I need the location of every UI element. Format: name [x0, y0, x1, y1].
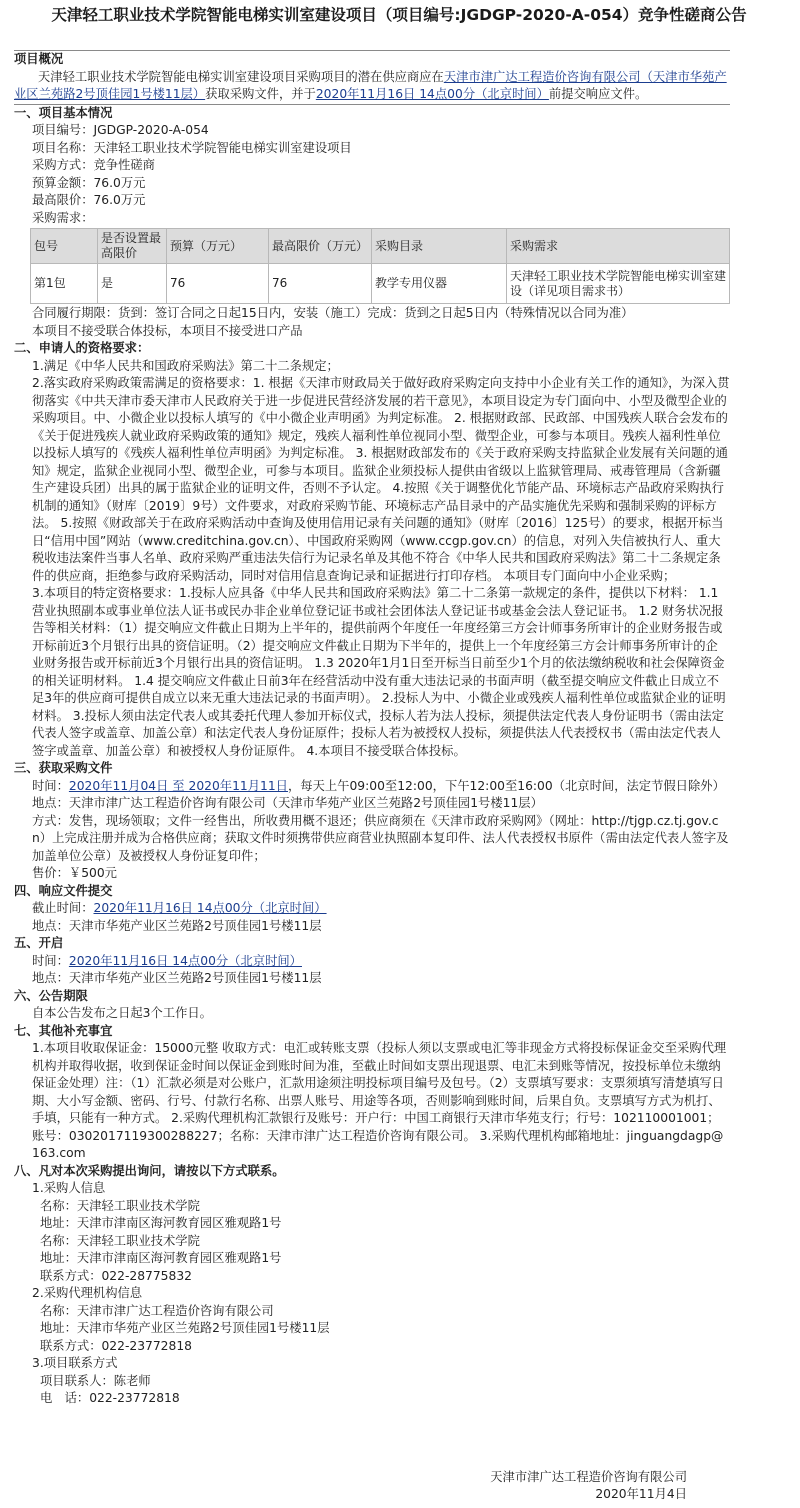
- obtain-time: [14, 778, 730, 796]
- buyer-line: 地址：天津市津南区海河教育园区雅观路1号: [40, 1216, 282, 1230]
- signature-date: 2020年11月4日: [595, 1487, 687, 1501]
- buyer-line: 联系方式：022-28775832: [40, 1268, 192, 1283]
- table-header-cell: 包号: [31, 229, 98, 264]
- signature-org: 天津市津广达工程造价咨询有限公司: [490, 1470, 687, 1484]
- buyer-line: 名称：天津轻工职业技术学院: [40, 1198, 200, 1213]
- table-header-cell: 是否设置最高限价: [98, 229, 167, 264]
- section-submission: [14, 883, 730, 936]
- submission-deadline-value: 2020年11月16日 14点00分（北京时间）: [93, 901, 327, 915]
- overview-place: 天津市津广达工程造价咨询有限公司（天津市华苑产业区兰苑路2号顶佳园1号楼11层）: [14, 69, 727, 101]
- section-6-heading: 六、公告期限: [14, 988, 88, 1003]
- section-7-heading: 七、其他补充事宜: [14, 1023, 113, 1038]
- section-1-heading: 一、项目基本情况: [14, 105, 113, 120]
- table-row: [31, 264, 730, 304]
- section-5-heading: 五、开启: [14, 936, 64, 950]
- opening-place: 地点：天津市华苑产业区兰苑路2号顶佳园1号楼11层: [32, 971, 322, 985]
- overview-text-pre: 天津轻工职业技术学院智能电梯实训室建设项目采购项目的潜在供应商应在: [38, 69, 444, 84]
- page-title: 天津轻工职业技术学院智能电梯实训室建设项目（项目编号:JGDGP-2020-A-054）竞争性磋商公告: [51, 6, 747, 24]
- section-qualification: [14, 340, 730, 760]
- agent-heading: 2.采购代理机构信息: [32, 1286, 143, 1300]
- section-4-heading: 四、响应文件提交: [14, 883, 113, 898]
- overview-text-mid: 获取采购文件，并于: [205, 87, 316, 101]
- announcement-body: [14, 50, 730, 1408]
- table-cell: 第1包: [31, 264, 98, 304]
- overview-text-post: 前提交响应文件。: [548, 87, 648, 101]
- agent-line: 联系方式：022-23772818: [40, 1338, 192, 1353]
- table-cell: 是: [98, 264, 167, 304]
- table-header-cell: 最高限价（万元）: [269, 229, 372, 264]
- signature-block: [490, 1469, 687, 1503]
- basic-info-line: 项目编号：JGDGP-2020-A-054: [32, 123, 209, 137]
- submission-deadline: [14, 900, 730, 918]
- project-overview: [14, 50, 730, 105]
- section-opening: [14, 935, 730, 988]
- overview-heading: 项目概况: [14, 52, 64, 66]
- other-matters-text: 1.本项目收取保证金：15000元整 收取方式：电汇或转账支票（投标人须以支票或电汇等非现金方式将投标保证金交至采购代理机构并取得收据，收到保证金时间以保证金到账时间为准，至截止时间如支票出现退票、电汇未到账等情况，按投标单位未缴纳保证金处理）注：（1）汇款必须是对公账户，汇款用途须注明投标项目编号及包号。（2）支票填写要求：支票须填写清楚填写日期、大小写金额、密码、行号、付款行名称、出票人账号、用途等各项，否则影响到账时间，后果自负。支票填写方式为机打、手填，只能有一种方式。 2.采购代理机构汇款银行及账号：开户行：中国工商银行天津市华苑支行；行号：102110001001；账号：0302017119300288227；名称：天津市津广达工程造价咨询有限公司。 3.采购代理机构邮箱地址：jinguangdagp@163.com: [32, 1041, 727, 1160]
- table-header-cell: 采购目录: [372, 229, 507, 264]
- table-header-cell: 预算（万元）: [167, 229, 269, 264]
- table-cell: 天津轻工职业技术学院智能电梯实训室建设（详见项目需求书）: [507, 264, 730, 304]
- section-contacts: [14, 1163, 730, 1408]
- obtain-place: 地点：天津市津广达工程造价咨询有限公司（天津市华苑产业区兰苑路2号顶佳园1号楼11层）: [32, 796, 543, 810]
- submission-deadline-label: 截止时间：: [32, 901, 94, 915]
- table-header-row: [31, 229, 730, 264]
- table-cell: 教学专用仪器: [372, 264, 507, 304]
- overview-text: [14, 69, 730, 104]
- qualification-p3: 3.本项目的特定资格要求：1.投标人应具备《中华人民共和国政府采购法》第二十二条第一款规定的条件，提供以下材料： 1.1营业执照副本或事业单位法人证书或民办非企业单位登记证书或社会团体法人登记证书或基金会法人登记证书。 1.2 财务状况报告等相关材料：（1）提交响应文件截止日期为上半年的，提供前两个年度任一年度经第三方会计师事务所审计的企业财务报告或开标前近3个月银行出具的资信证明。（2）提交响应文件截止日期为下半年的，提供上一个年度经第三方会计师事务所审计的企业财务报告或开标前近3个月银行出具的资信证明。 1.3 2020年1月1日至开标当日前至少1个月的依法缴纳税收和社会保障资金的相关证明材料。 1.4 提交响应文件截止日前3年在经营活动中没有重大违法记录的书面声明（截至提交响应文件截止日成立不足3年的供应商可提供自成立以来无重大违法记录的书面声明）。 2.投标人为中、小微企业或残疾人福利性单位或监狱企业的证明材料。 3.投标人须由法定代表人或其委托代理人参加开标仪式，投标人若为法人投标，须提供法定代表人身份证明书（需由法定代表人签字或盖章、加盖公章）和法定代表人身份证原件；投标人若为被授权人投标，须提供法人代表授权书（需由法定代表人签字或盖章、加盖公章）和被授权人身份证原件。 4.本项目不接受联合体投标。: [32, 586, 726, 758]
- table-header-cell: 采购需求: [507, 229, 730, 264]
- contact-line: 项目联系人：陈老师: [40, 1373, 151, 1388]
- obtain-time-range: 2020年11月04日 至 2020年11月11日: [68, 778, 288, 793]
- buyer-line: 地址：天津市津南区海河教育园区雅观路1号: [40, 1251, 282, 1265]
- section-notice-period: [14, 988, 730, 1023]
- basic-info-line: 最高限价：76.0万元: [32, 193, 146, 207]
- section-obtain-documents: [14, 760, 730, 883]
- obtain-price: 售价：￥500元: [32, 866, 117, 880]
- section-3-heading: 三、获取采购文件: [14, 761, 113, 775]
- agent-line: 名称：天津市津广达工程造价咨询有限公司: [40, 1303, 274, 1318]
- contact-line: 电 话：022-23772818: [40, 1391, 180, 1405]
- procurement-table: [30, 228, 730, 304]
- opening-time-value: 2020年11月16日 14点00分（北京时间）: [68, 953, 302, 968]
- opening-time: [14, 953, 730, 971]
- table-cell: 76: [167, 264, 269, 304]
- section-8-heading: 八、凡对本次采购提出询问，请按以下方式联系。: [14, 1163, 285, 1178]
- buyer-line: 名称：天津轻工职业技术学院: [40, 1233, 200, 1248]
- opening-time-label: 时间：: [32, 953, 69, 968]
- obtain-time-label: 时间：: [32, 778, 69, 793]
- basic-info-line: 采购需求：: [32, 210, 94, 225]
- joint-bid-note: 本项目不接受联合体投标，本项目不接受进口产品: [32, 323, 303, 338]
- contact-heading: 3.项目联系方式: [32, 1356, 118, 1370]
- basic-info-line: 采购方式：竞争性磋商: [32, 158, 155, 172]
- obtain-time-hours: ，每天上午09:00至12:00，下午12:00至16:00（北京时间，法定节假日除外）: [287, 778, 725, 793]
- contract-period: 合同履行期限：货到：签订合同之日起15日内，安装（施工）完成：货到之日起5日内（特殊情况以合同为准）: [32, 306, 634, 320]
- table-cell: 76: [269, 264, 372, 304]
- agent-line: 地址：天津市华苑产业区兰苑路2号顶佳园1号楼11层: [40, 1321, 330, 1335]
- basic-info-line: 项目名称：天津轻工职业技术学院智能电梯实训室建设项目: [32, 140, 352, 155]
- overview-deadline: 2020年11月16日 14点00分（北京时间）: [315, 87, 549, 101]
- section-other-matters: [14, 1023, 730, 1163]
- basic-info-line: 预算金额：76.0万元: [32, 175, 146, 190]
- qualification-p1: 1.满足《中华人民共和国政府采购法》第二十二条规定；: [32, 358, 339, 373]
- obtain-method: 方式：发售，现场领取；文件一经售出，所收费用概不退还；供应商须在《天津市政府采购网》（网址：http://tjgp.cz.tj.gov.cn）上完成注册并成为合格供应商；获取文件时须携带供应商营业执照副本复印件、法人代表授权书原件（需由法定代表人签字及加盖单位公章）及被授权人身份证复印件；: [32, 813, 729, 863]
- notice-period-text: 自本公告发布之日起3个工作日。: [32, 1006, 212, 1020]
- buyer-heading: 1.采购人信息: [32, 1181, 106, 1195]
- submission-place: 地点：天津市华苑产业区兰苑路2号顶佳园1号楼11层: [32, 918, 322, 933]
- section-basic-info: [14, 105, 730, 341]
- qualification-p2: 2.落实政府采购政策需满足的资格要求：1. 根据《天津市财政局关于做好政府采购定向支持中小企业有关工作的通知》，为深入贯彻落实《中共天津市委天津市人民政府关于进一步促进民营经济发展的若干意见》，本项目设定为专门面向中、小型及微型企业的采购项目。中、小微企业以投标人填写的《中小微企业声明函》为判定标准。 2. 根据财政部、民政部、中国残疾人联合会发布的《关于促进残疾人就业政府采购政策的通知》规定，残疾人福利性单位视同小型、微型企业，可参与本项目。残疾人福利性单位以投标人填写的《残疾人福利性单位声明函》为判定标准。 3. 根据财政部发布的《关于政府采购支持监狱企业发展有关问题的通知》规定，监狱企业视同小型、微型企业，可参与本项目。监狱企业须投标人提供由省级以上监狱管理局、戒毒管理局（含新疆生产建设兵团）出具的属于监狱企业的证明文件，否则不予认定。 4.按照《关于调整优化节能产品、环境标志产品政府采购执行机制的通知》（财库〔2019〕9号）文件要求，对政府采购节能、环境标志产品目录中的产品实施优先采购和强制采购的评标方法。 5.按照《财政部关于在政府采购活动中查询及使用信用记录有关问题的通知》（财库〔2016〕125号）的要求，根据开标当日“信用中国”网站（www.creditchina.gov.cn）、中国政府采购网（www.ccgp.gov.cn）的信息，对列入失信被执行人、重大税收违法案件当事人名单、政府采购严重违法失信行为记录名单及其他不符合《中华人民共和国政府采购法》第二十二条规定条件的供应商，拒绝参与政府采购活动，同时对信用信息查询记录和证据进行打印存档。 本项目专门面向中小企业采购；: [32, 376, 730, 583]
- section-2-heading: 二、申请人的资格要求：: [14, 341, 150, 355]
